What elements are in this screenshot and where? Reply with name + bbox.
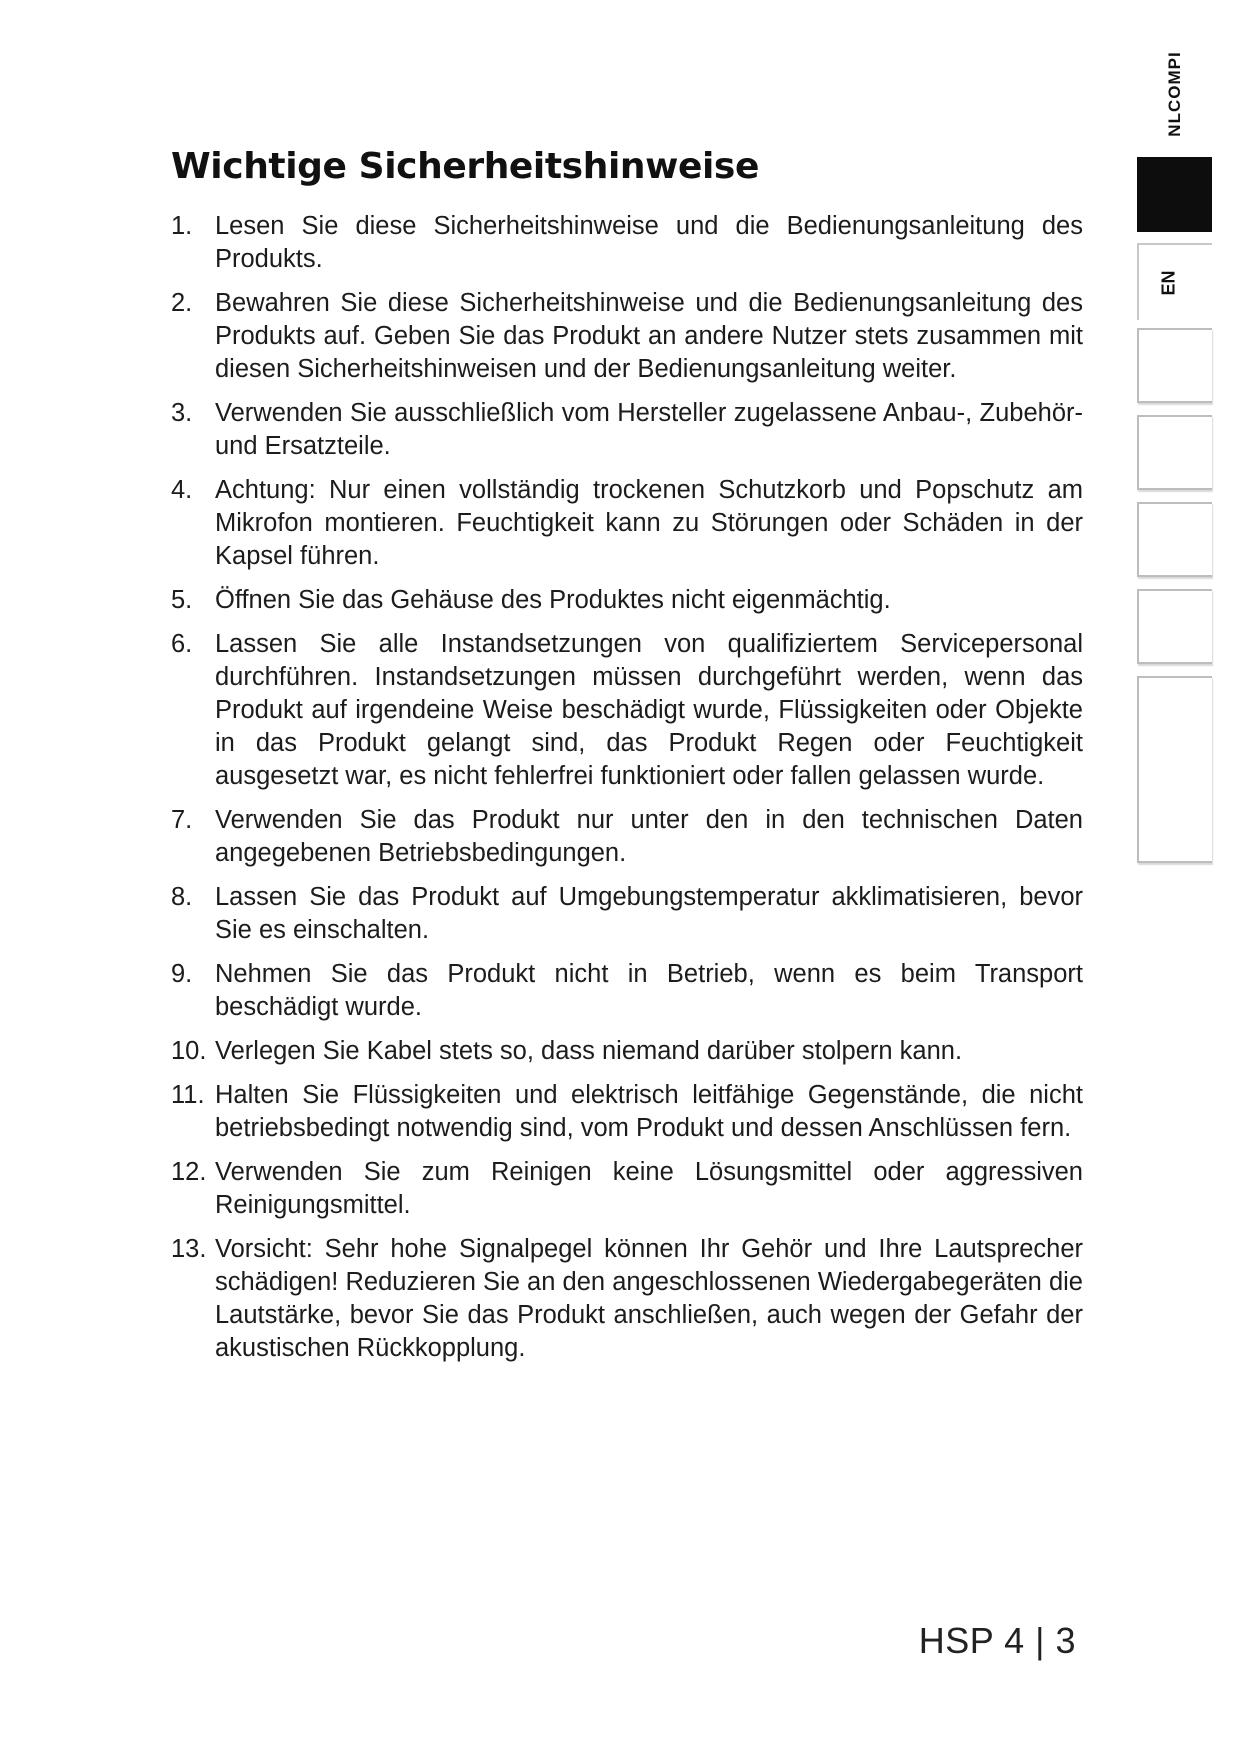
item-number: 2. — [171, 289, 193, 317]
page-title: Wichtige Sicherheitshinweise — [171, 146, 759, 187]
tab-blank-5[interactable] — [1137, 676, 1212, 863]
item-text: Vorsicht: Sehr hohe Signalpegel können Ihr Gehör und Ihre Lautsprecher schädigen! Reduzieren Sie an den angeschlossenen Wiedergabegeräten die Lautstärke, bevor Sie das Produkt anschließen, auch wegen der Gefahr der akustischen Rückkopplung. — [215, 1235, 1083, 1362]
item-text: Lassen Sie alle Instandsetzungen von qualifiziertem Servicepersonal durchführen. Instandsetzungen müssen durchgeführt werden, wenn das Produkt auf irgendeine Weise beschädigt wurde, Flüssigkeiten oder Objekte in das Produkt gelangt sind, das Produkt Regen oder Feuchtigkeit ausgesetzt war, es nicht fehlerfrei funktioniert oder fallen gelassen wurde. — [215, 630, 1083, 790]
tab-language-top-label: NLCOMPI — [1165, 51, 1184, 137]
tab-blank-3[interactable] — [1137, 502, 1212, 577]
item-text: Lassen Sie das Produkt auf Umgebungstemperatur akklimatisieren, bevor Sie es einschalten. — [215, 883, 1083, 944]
list-item — [171, 1035, 1083, 1068]
item-number: 12. — [171, 1158, 207, 1186]
item-number: 1. — [171, 212, 193, 240]
list-item — [171, 958, 1083, 1024]
tab-blank-1[interactable] — [1137, 328, 1212, 403]
list-item — [171, 474, 1083, 573]
list-item — [171, 628, 1083, 793]
tab-en-label: EN — [1158, 270, 1179, 296]
tab-active-marker[interactable] — [1137, 157, 1212, 232]
list-item — [171, 584, 1083, 617]
safety-list — [171, 210, 1083, 1376]
item-number: 3. — [171, 399, 193, 427]
tab-blank-2[interactable] — [1137, 415, 1212, 490]
item-number: 7. — [171, 806, 193, 834]
list-item — [171, 397, 1083, 463]
list-item — [171, 210, 1083, 276]
tab-blank-4[interactable] — [1137, 589, 1212, 664]
item-text: Verwenden Sie zum Reinigen keine Lösungsmittel oder aggressiven Reinigungsmittel. — [215, 1158, 1083, 1219]
tab-en[interactable] — [1137, 243, 1212, 320]
item-number: 5. — [171, 586, 193, 614]
item-text: Bewahren Sie diese Sicherheitshinweise und die Bedienungsanleitung des Produkts auf. Geben Sie das Produkt an andere Nutzer stets zusammen mit diesen Sicherheitshinweisen und der Bedienungsanleitung weiter. — [215, 289, 1083, 383]
list-item — [171, 804, 1083, 870]
list-item — [171, 1233, 1083, 1365]
item-number: 13. — [171, 1235, 207, 1263]
list-item — [171, 1079, 1083, 1145]
item-number: 11. — [171, 1081, 205, 1109]
language-tabs — [1137, 40, 1212, 860]
list-item — [171, 287, 1083, 386]
item-text: Verwenden Sie ausschließlich vom Hersteller zugelassene Anbau-, Zubehör- und Ersatzteile. — [215, 399, 1083, 460]
page-footer: HSP 4 | 3 — [918, 1620, 1076, 1661]
item-text: Verwenden Sie das Produkt nur unter den in den technischen Daten angegebenen Betriebsbedingungen. — [215, 806, 1083, 867]
item-text: Lesen Sie diese Sicherheitshinweise und die Bedienungsanleitung des Produkts. — [215, 212, 1083, 273]
item-text: Nehmen Sie das Produkt nicht in Betrieb, wenn es beim Transport beschädigt wurde. — [215, 960, 1083, 1021]
list-item — [171, 1156, 1083, 1222]
item-number: 6. — [171, 630, 193, 658]
tab-language-top[interactable] — [1137, 40, 1212, 148]
item-text: Halten Sie Flüssigkeiten und elektrisch leitfähige Gegenstände, die nicht betriebsbedingt notwendig sind, vom Produkt und dessen Anschlüssen fern. — [215, 1081, 1083, 1142]
item-text: Verlegen Sie Kabel stets so, dass niemand darüber stolpern kann. — [215, 1037, 963, 1065]
item-number: 10. — [171, 1037, 207, 1065]
list-item — [171, 881, 1083, 947]
item-number: 4. — [171, 476, 193, 504]
item-number: 8. — [171, 883, 193, 911]
item-number: 9. — [171, 960, 193, 988]
item-text: Öffnen Sie das Gehäuse des Produktes nicht eigenmächtig. — [215, 586, 891, 614]
item-text: Achtung: Nur einen vollständig trockenen Schutzkorb und Popschutz am Mikrofon montieren. Feuchtigkeit kann zu Störungen oder Schäden in der Kapsel führen. — [215, 476, 1083, 570]
